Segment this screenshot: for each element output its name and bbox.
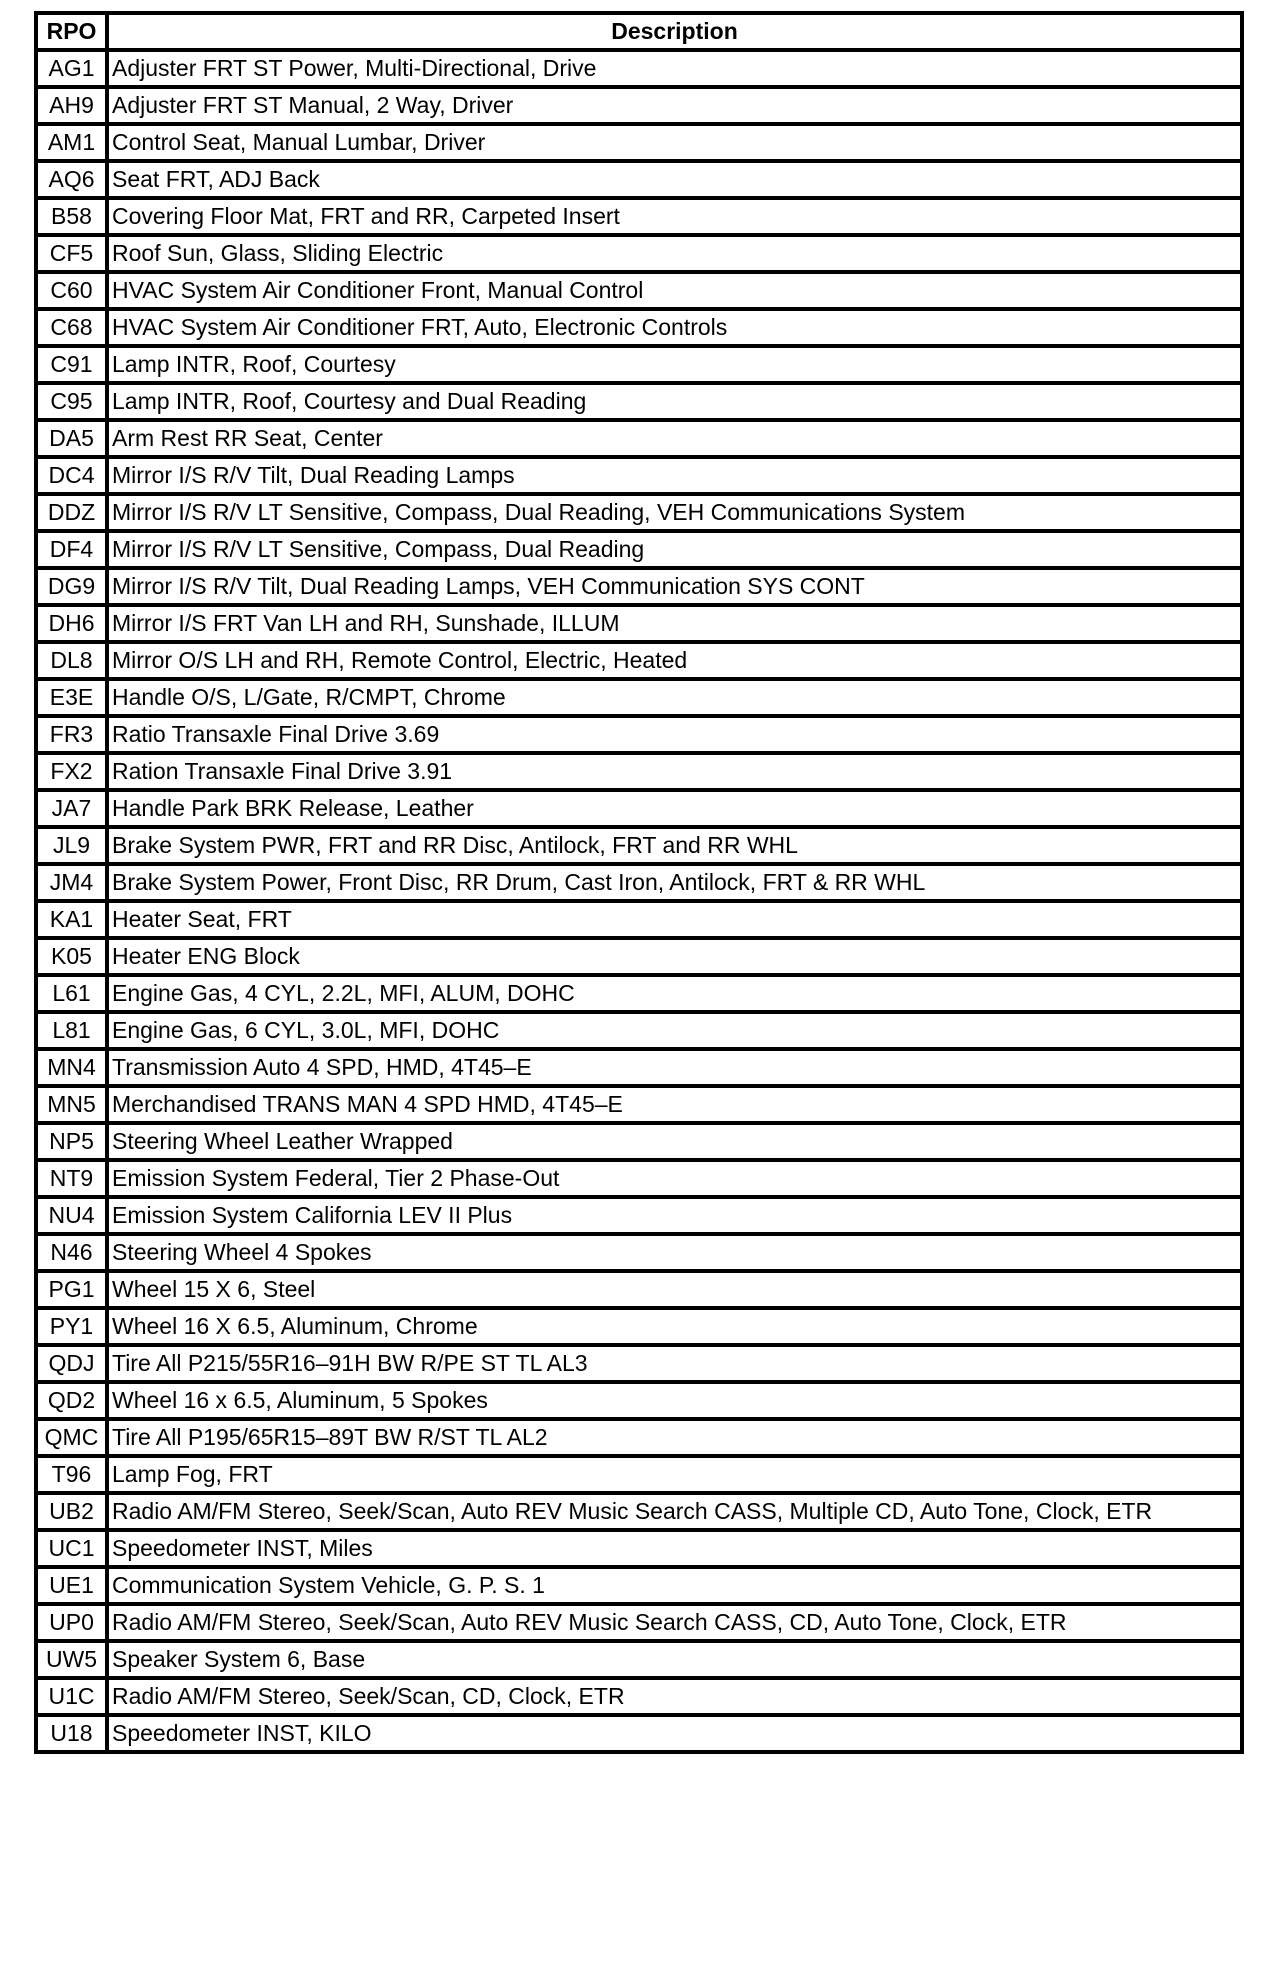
description-cell: Merchandised TRANS MAN 4 SPD HMD, 4T45–E bbox=[107, 1086, 1242, 1123]
table-row bbox=[36, 1456, 1242, 1493]
table-header-row bbox=[36, 13, 1242, 50]
rpo-code-cell: B58 bbox=[36, 198, 107, 235]
description-cell: Tire All P215/55R16–91H BW R/PE ST TL AL3 bbox=[107, 1345, 1242, 1382]
rpo-code-cell: PY1 bbox=[36, 1308, 107, 1345]
description-cell: Radio AM/FM Stereo, Seek/Scan, CD, Clock, ETR bbox=[107, 1678, 1242, 1715]
table-row bbox=[36, 1382, 1242, 1419]
rpo-code-cell: C68 bbox=[36, 309, 107, 346]
description-cell: Wheel 16 X 6.5, Aluminum, Chrome bbox=[107, 1308, 1242, 1345]
rpo-code-cell: PG1 bbox=[36, 1271, 107, 1308]
rpo-code-cell: DA5 bbox=[36, 420, 107, 457]
table-row bbox=[36, 716, 1242, 753]
description-cell: Ration Transaxle Final Drive 3.91 bbox=[107, 753, 1242, 790]
rpo-code-cell: K05 bbox=[36, 938, 107, 975]
table-row bbox=[36, 753, 1242, 790]
rpo-code-cell: DH6 bbox=[36, 605, 107, 642]
description-cell: Heater Seat, FRT bbox=[107, 901, 1242, 938]
rpo-code-cell: JA7 bbox=[36, 790, 107, 827]
description-cell: Tire All P195/65R15–89T BW R/ST TL AL2 bbox=[107, 1419, 1242, 1456]
description-cell: Arm Rest RR Seat, Center bbox=[107, 420, 1242, 457]
table-row bbox=[36, 198, 1242, 235]
table-row bbox=[36, 124, 1242, 161]
description-cell: Heater ENG Block bbox=[107, 938, 1242, 975]
description-cell: Engine Gas, 6 CYL, 3.0L, MFI, DOHC bbox=[107, 1012, 1242, 1049]
description-cell: HVAC System Air Conditioner Front, Manual Control bbox=[107, 272, 1242, 309]
description-cell: Speaker System 6, Base bbox=[107, 1641, 1242, 1678]
rpo-code-cell: DL8 bbox=[36, 642, 107, 679]
rpo-table bbox=[34, 11, 1244, 1754]
description-cell: Ratio Transaxle Final Drive 3.69 bbox=[107, 716, 1242, 753]
rpo-code-cell: MN5 bbox=[36, 1086, 107, 1123]
description-cell: Speedometer INST, KILO bbox=[107, 1715, 1242, 1752]
table-row bbox=[36, 50, 1242, 87]
description-cell: HVAC System Air Conditioner FRT, Auto, Electronic Controls bbox=[107, 309, 1242, 346]
table-row bbox=[36, 605, 1242, 642]
description-cell: Mirror I/S FRT Van LH and RH, Sunshade, ILLUM bbox=[107, 605, 1242, 642]
description-cell: Radio AM/FM Stereo, Seek/Scan, Auto REV Music Search CASS, CD, Auto Tone, Clock, ETR bbox=[107, 1604, 1242, 1641]
description-cell: Adjuster FRT ST Power, Multi-Directional, Drive bbox=[107, 50, 1242, 87]
rpo-code-cell: DG9 bbox=[36, 568, 107, 605]
rpo-code-cell: CF5 bbox=[36, 235, 107, 272]
rpo-code-cell: UW5 bbox=[36, 1641, 107, 1678]
description-cell: Emission System Federal, Tier 2 Phase-Out bbox=[107, 1160, 1242, 1197]
table-row bbox=[36, 383, 1242, 420]
description-cell: Communication System Vehicle, G. P. S. 1 bbox=[107, 1567, 1242, 1604]
table-row bbox=[36, 790, 1242, 827]
rpo-code-cell: DDZ bbox=[36, 494, 107, 531]
table-row bbox=[36, 568, 1242, 605]
description-column-header: Description bbox=[107, 13, 1242, 50]
description-cell: Mirror I/S R/V LT Sensitive, Compass, Dual Reading bbox=[107, 531, 1242, 568]
rpo-code-cell: AG1 bbox=[36, 50, 107, 87]
table-row bbox=[36, 1345, 1242, 1382]
table-row bbox=[36, 1715, 1242, 1752]
description-cell: Mirror I/S R/V Tilt, Dual Reading Lamps, VEH Communication SYS CONT bbox=[107, 568, 1242, 605]
table-row bbox=[36, 87, 1242, 124]
table-row bbox=[36, 901, 1242, 938]
description-cell: Engine Gas, 4 CYL, 2.2L, MFI, ALUM, DOHC bbox=[107, 975, 1242, 1012]
table-row bbox=[36, 1493, 1242, 1530]
description-cell: Lamp Fog, FRT bbox=[107, 1456, 1242, 1493]
rpo-code-cell: AH9 bbox=[36, 87, 107, 124]
rpo-code-cell: UB2 bbox=[36, 1493, 107, 1530]
rpo-code-cell: JM4 bbox=[36, 864, 107, 901]
table-row bbox=[36, 1234, 1242, 1271]
table-body bbox=[36, 50, 1242, 1752]
description-cell: Transmission Auto 4 SPD, HMD, 4T45–E bbox=[107, 1049, 1242, 1086]
rpo-code-cell: C91 bbox=[36, 346, 107, 383]
rpo-code-cell: KA1 bbox=[36, 901, 107, 938]
rpo-code-cell: UP0 bbox=[36, 1604, 107, 1641]
table-row bbox=[36, 975, 1242, 1012]
description-cell: Covering Floor Mat, FRT and RR, Carpeted Insert bbox=[107, 198, 1242, 235]
description-cell: Mirror O/S LH and RH, Remote Control, Electric, Heated bbox=[107, 642, 1242, 679]
table-row bbox=[36, 1419, 1242, 1456]
rpo-code-cell: NU4 bbox=[36, 1197, 107, 1234]
table-row bbox=[36, 1049, 1242, 1086]
description-cell: Control Seat, Manual Lumbar, Driver bbox=[107, 124, 1242, 161]
table-row bbox=[36, 1308, 1242, 1345]
table-row bbox=[36, 642, 1242, 679]
description-cell: Lamp INTR, Roof, Courtesy bbox=[107, 346, 1242, 383]
table-row bbox=[36, 1012, 1242, 1049]
rpo-code-cell: MN4 bbox=[36, 1049, 107, 1086]
description-cell: Mirror I/S R/V LT Sensitive, Compass, Dual Reading, VEH Communications System bbox=[107, 494, 1242, 531]
description-cell: Radio AM/FM Stereo, Seek/Scan, Auto REV Music Search CASS, Multiple CD, Auto Tone, Clock, ETR bbox=[107, 1493, 1242, 1530]
description-cell: Brake System PWR, FRT and RR Disc, Antilock, FRT and RR WHL bbox=[107, 827, 1242, 864]
description-cell: Wheel 16 x 6.5, Aluminum, 5 Spokes bbox=[107, 1382, 1242, 1419]
table-row bbox=[36, 1086, 1242, 1123]
table-row bbox=[36, 420, 1242, 457]
rpo-column-header: RPO bbox=[36, 13, 107, 50]
table-row bbox=[36, 1567, 1242, 1604]
rpo-code-cell: DF4 bbox=[36, 531, 107, 568]
rpo-code-cell: DC4 bbox=[36, 457, 107, 494]
rpo-code-cell: U1C bbox=[36, 1678, 107, 1715]
table-row bbox=[36, 864, 1242, 901]
rpo-code-cell: NT9 bbox=[36, 1160, 107, 1197]
rpo-code-cell: FX2 bbox=[36, 753, 107, 790]
rpo-code-cell: AM1 bbox=[36, 124, 107, 161]
table-row bbox=[36, 309, 1242, 346]
table-row bbox=[36, 827, 1242, 864]
description-cell: Handle Park BRK Release, Leather bbox=[107, 790, 1242, 827]
description-cell: Lamp INTR, Roof, Courtesy and Dual Reading bbox=[107, 383, 1242, 420]
rpo-code-cell: N46 bbox=[36, 1234, 107, 1271]
rpo-code-cell: E3E bbox=[36, 679, 107, 716]
rpo-code-cell: AQ6 bbox=[36, 161, 107, 198]
rpo-code-cell: QMC bbox=[36, 1419, 107, 1456]
description-cell: Emission System California LEV II Plus bbox=[107, 1197, 1242, 1234]
rpo-code-cell: UC1 bbox=[36, 1530, 107, 1567]
rpo-code-cell: L61 bbox=[36, 975, 107, 1012]
rpo-code-cell: C95 bbox=[36, 383, 107, 420]
description-cell: Roof Sun, Glass, Sliding Electric bbox=[107, 235, 1242, 272]
table-row bbox=[36, 346, 1242, 383]
table-row bbox=[36, 457, 1242, 494]
table-row bbox=[36, 1641, 1242, 1678]
table-row bbox=[36, 1197, 1242, 1234]
table-row bbox=[36, 494, 1242, 531]
rpo-code-cell: T96 bbox=[36, 1456, 107, 1493]
rpo-code-cell: C60 bbox=[36, 272, 107, 309]
table-row bbox=[36, 235, 1242, 272]
description-cell: Seat FRT, ADJ Back bbox=[107, 161, 1242, 198]
description-cell: Brake System Power, Front Disc, RR Drum, Cast Iron, Antilock, FRT & RR WHL bbox=[107, 864, 1242, 901]
table-row bbox=[36, 1530, 1242, 1567]
table-row bbox=[36, 531, 1242, 568]
description-cell: Speedometer INST, Miles bbox=[107, 1530, 1242, 1567]
rpo-code-cell: QD2 bbox=[36, 1382, 107, 1419]
table-row bbox=[36, 1678, 1242, 1715]
table-row bbox=[36, 938, 1242, 975]
rpo-code-cell: QDJ bbox=[36, 1345, 107, 1382]
rpo-code-cell: JL9 bbox=[36, 827, 107, 864]
rpo-code-cell: L81 bbox=[36, 1012, 107, 1049]
table-row bbox=[36, 1160, 1242, 1197]
description-cell: Mirror I/S R/V Tilt, Dual Reading Lamps bbox=[107, 457, 1242, 494]
description-cell: Handle O/S, L/Gate, R/CMPT, Chrome bbox=[107, 679, 1242, 716]
table-row bbox=[36, 161, 1242, 198]
table-row bbox=[36, 1271, 1242, 1308]
description-cell: Wheel 15 X 6, Steel bbox=[107, 1271, 1242, 1308]
table-row bbox=[36, 1604, 1242, 1641]
description-cell: Adjuster FRT ST Manual, 2 Way, Driver bbox=[107, 87, 1242, 124]
description-cell: Steering Wheel Leather Wrapped bbox=[107, 1123, 1242, 1160]
rpo-code-cell: U18 bbox=[36, 1715, 107, 1752]
rpo-code-cell: NP5 bbox=[36, 1123, 107, 1160]
table-row bbox=[36, 272, 1242, 309]
rpo-code-cell: UE1 bbox=[36, 1567, 107, 1604]
table-row bbox=[36, 1123, 1242, 1160]
rpo-code-cell: FR3 bbox=[36, 716, 107, 753]
table-row bbox=[36, 679, 1242, 716]
description-cell: Steering Wheel 4 Spokes bbox=[107, 1234, 1242, 1271]
